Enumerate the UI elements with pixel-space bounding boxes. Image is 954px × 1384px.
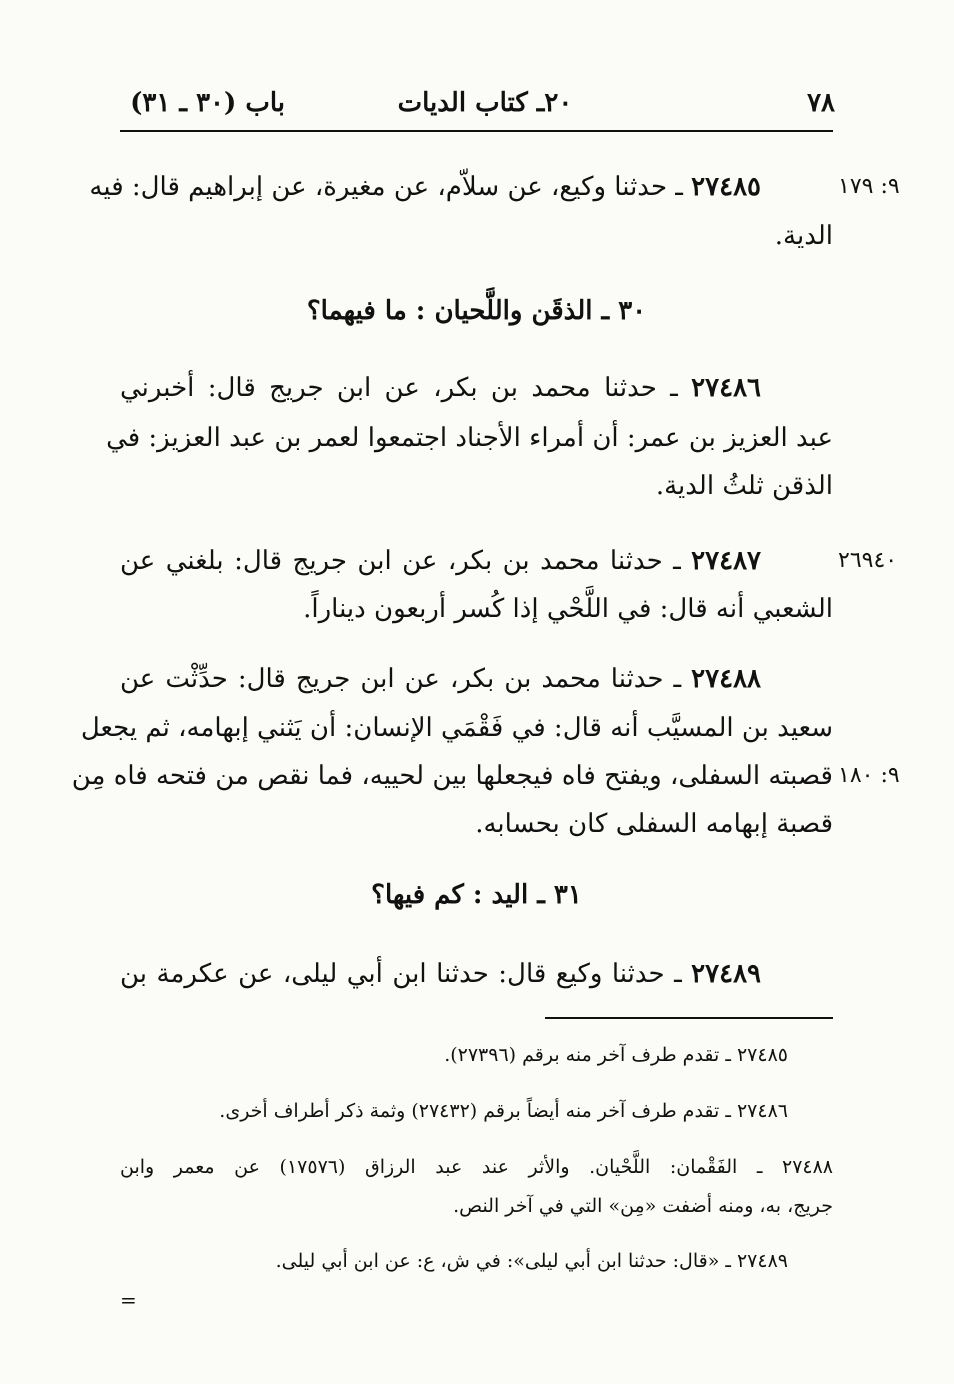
hadith-number: ٢٧٤٨٧: [691, 546, 761, 576]
chapter-range: باب (٣٠ ـ ٣١): [130, 88, 285, 118]
hadith-27488-line-3: قصبته السفلى، ويفتح فاه فيجعلها بين لحييه، فما نقص من فتحه فاه مِن: [71, 761, 833, 791]
hadith-27488-line-2: سعيد بن المسيَّب أنه قال: في فَقْمَي الإنسان: أن يَثني إبهامه، ثم يجعل: [80, 713, 833, 743]
hadith-text: ـ حدثنا وكيع قال: حدثنا ابن أبي ليلى، عن عكرمة بن: [120, 959, 682, 989]
hadith-27485-line-1: [89, 163, 833, 211]
footnote-27489: ٢٧٤٨٩ ـ «قال: حدثنا ابن أبي ليلى»: في ش، ع: عن ابن أبي ليلى.: [275, 1250, 788, 1272]
hadith-text: ـ حدثنا محمد بن بكر، عن ابن جريج قال: حدِّثْت عن: [120, 664, 682, 694]
page-number: ٧٨: [807, 88, 835, 118]
footnote-27486: ٢٧٤٨٦ ـ تقدم طرف آخر منه أيضاً برقم (٢٧٤٣٢) وثمة ذكر أطراف أخرى.: [219, 1100, 788, 1122]
hadith-text: ـ حدثنا وكيع، عن سلاّم، عن مغيرة، عن إبراهيم قال: فيه: [89, 172, 683, 202]
hadith-27486-line-3: الذقن ثلثُ الدية.: [655, 471, 833, 501]
hadith-27486-line-1: [120, 364, 833, 412]
hadith-27485-line-2: الدية.: [774, 221, 833, 251]
margin-ref-2: ٢٦٩٤٠: [838, 548, 898, 573]
section-30-title: ٣٠ ـ الذقَن واللَّحيان : ما فيهما؟: [306, 296, 647, 326]
hadith-27487-line-2: الشعبي أنه قال: في اللَّحْي إذا كُسر أربعون ديناراً.: [303, 594, 833, 624]
hadith-27486-line-2: عبد العزيز بن عمر: أن أمراء الأجناد اجتمعوا لعمر بن عبد العزيز: في: [106, 423, 833, 453]
hadith-number: ٢٧٤٨٦: [691, 373, 761, 403]
continuation-mark: =: [120, 1288, 137, 1312]
footnote-27488-line-2: جريج، به، ومنه أضفت «مِن» التي في آخر النص.: [453, 1195, 833, 1217]
book-title: ٢٠ـ كتاب الديات: [397, 88, 573, 118]
section-31-title: ٣١ ـ اليد : كم فيها؟: [371, 880, 582, 910]
margin-ref-1: ٩: ١٧٩: [838, 174, 900, 199]
footnote-27485: ٢٧٤٨٥ ـ تقدم طرف آخر منه برقم (٢٧٣٩٦).: [444, 1044, 788, 1066]
hadith-27489-line-1: [120, 950, 833, 998]
hadith-text: ـ حدثنا محمد بن بكر، عن ابن جريج قال: بلغني عن: [120, 546, 681, 576]
footnote-rule: [545, 1017, 833, 1019]
hadith-number: ٢٧٤٨٨: [691, 664, 761, 694]
margin-ref-3: ٩: ١٨٠: [838, 763, 900, 788]
hadith-27488-line-4: قصبة إبهامه السفلى كان بحسابه.: [475, 809, 833, 839]
header-rule: [120, 130, 833, 132]
hadith-number: ٢٧٤٨٥: [691, 172, 761, 202]
hadith-number: ٢٧٤٨٩: [691, 959, 761, 989]
hadith-text: ـ حدثنا محمد بن بكر، عن ابن جريج قال: أخبرني: [120, 373, 678, 403]
hadith-27487-line-1: [120, 537, 833, 585]
footnote-27488-line-1: ٢٧٤٨٨ ـ الفَقْمان: اللَّحْيان. والأثر عند عبد الرزاق (١٧٥٧٦) عن معمر وابن: [120, 1156, 834, 1178]
hadith-27488-line-1: [120, 655, 833, 703]
